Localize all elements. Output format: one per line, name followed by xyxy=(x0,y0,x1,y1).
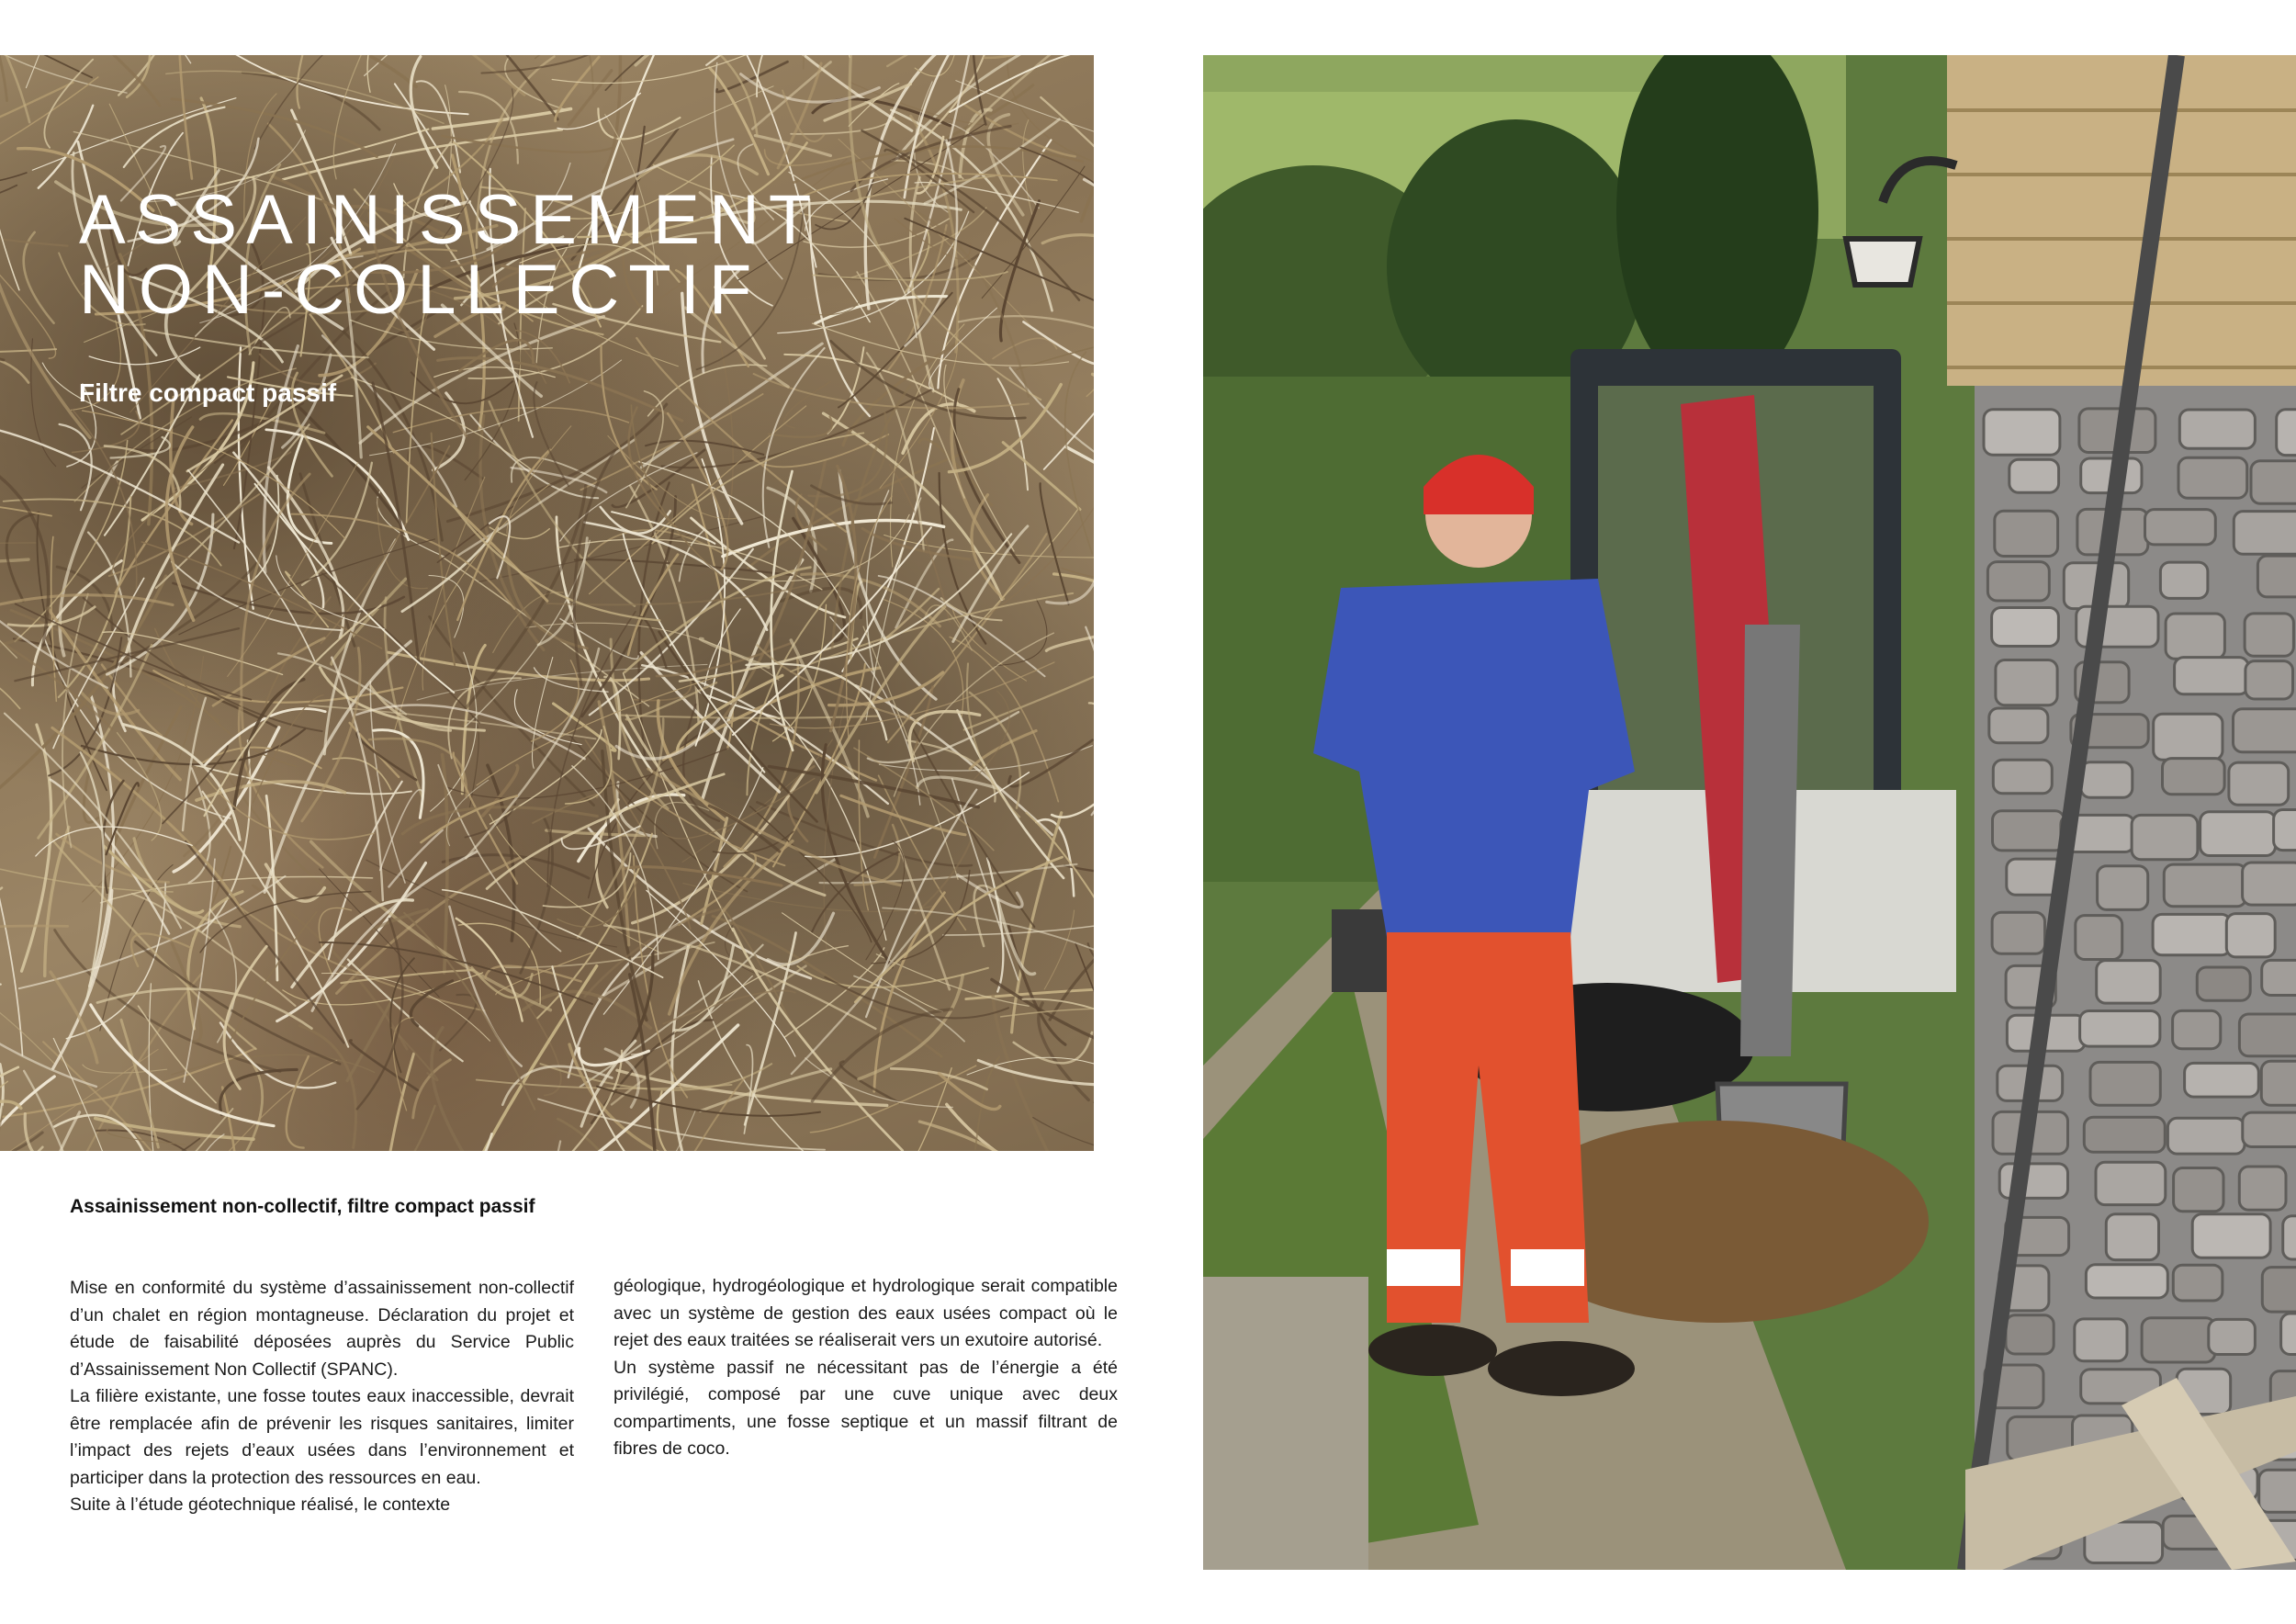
body-paragraph: Un système passif ne nécessitant pas de l’énergie a été privilégié, composé par une cuve unique avec deux compartiments, une fosse septique et un massif filtrant de fibres de coco. xyxy=(613,1357,1118,1459)
project-caption: Assainissement non-collectif, filtre compact passif xyxy=(70,1196,535,1217)
body-paragraph: géologique, hydrogéologique et hydrologique serait compatible avec un système de gestion des eaux usées compact où le rejet des eaux traitées se réaliserait vers un exutoire autorisé. xyxy=(613,1276,1118,1350)
body-paragraph: Suite à l’étude géotechnique réalisé, le contexte xyxy=(70,1494,451,1515)
body-paragraph: La filière existante, une fosse toutes eaux inaccessible, devrait être remplacée afin de prévenir les risques sanitaires, limiter l’impact des rejets d’eaux usées dans l’environnement et participer dans la protection des ressources en eau. xyxy=(70,1386,574,1488)
body-column-1 xyxy=(70,1275,574,1519)
concrete-post xyxy=(1203,1277,1368,1570)
page-title xyxy=(79,181,821,329)
body-paragraph: Mise en conformité du système d’assainissement non-collectif d’un chalet en région montagneuse. Déclaration du projet et étude de faisabilité déposées auprès du Service Public d’Assainissement Non Collectif (SPANC). xyxy=(70,1278,574,1380)
body-column-2 xyxy=(613,1273,1118,1463)
worksite-photo xyxy=(1203,55,2296,1570)
chalet-wood-wall xyxy=(1947,55,2296,386)
coco-fibre-photo xyxy=(0,55,1094,1151)
page-subtitle: Filtre compact passif xyxy=(79,378,337,407)
wall-lamp xyxy=(1846,239,1919,285)
title-line-1: ASSAINISSEMENT xyxy=(79,181,821,259)
worksite-illustration xyxy=(1203,55,2296,1570)
title-line-2: NON-COLLECTIF xyxy=(79,251,761,329)
